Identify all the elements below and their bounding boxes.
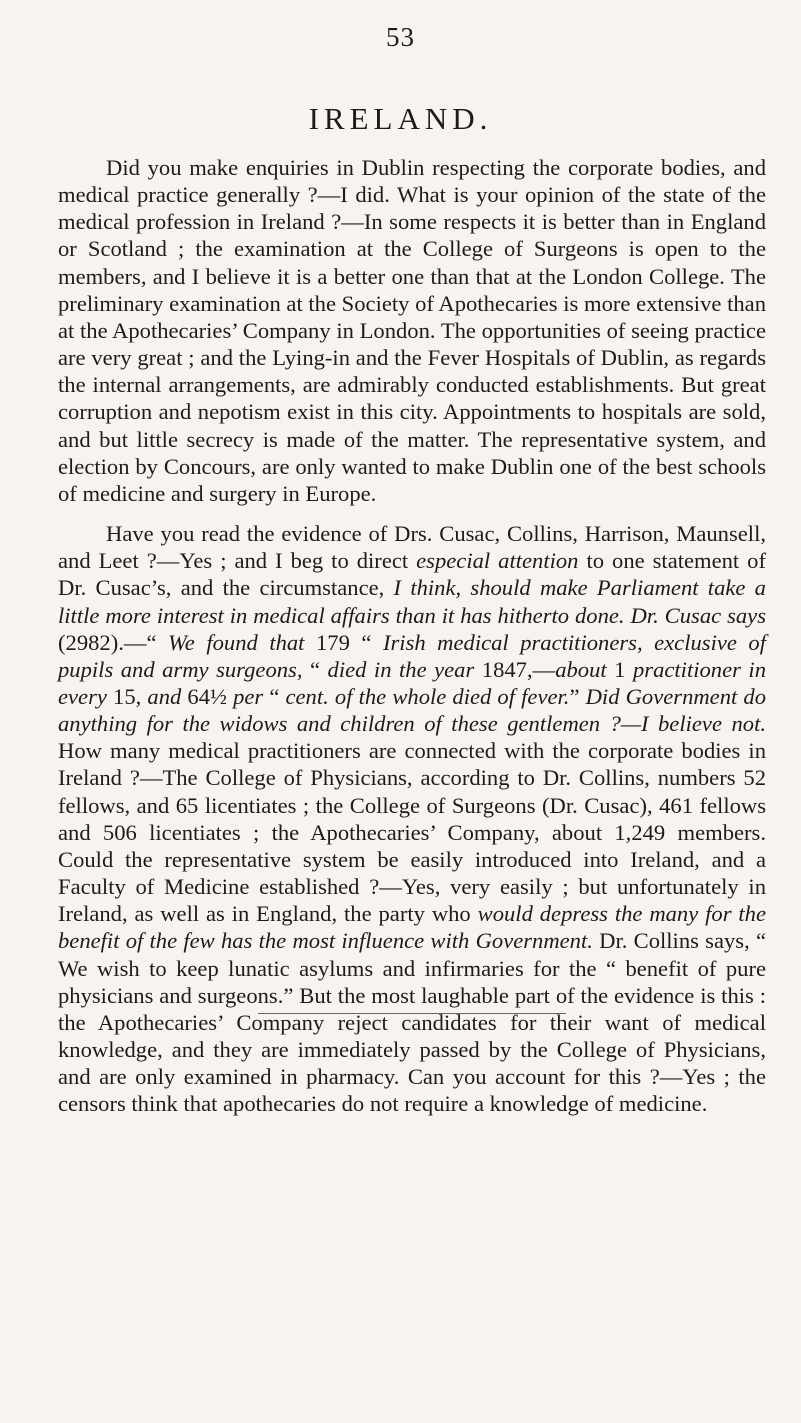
italic-text-run: would depress the many for the benefit of the few has the most influence with Government. [58, 901, 767, 954]
italic-text-run: Irish medical practitioners, exclusive of pupils and army surgeons, [58, 629, 766, 682]
italic-text-run: per [233, 683, 264, 709]
page-number: 53 [386, 22, 415, 52]
italic-text-run: and [147, 683, 182, 709]
italic-text-run: We found that [168, 629, 305, 655]
text-run: 1847,— [474, 656, 556, 682]
italic-text-run: Did Government do anything for the widows and children of these gentlemen ?—I believe not. [58, 683, 767, 737]
text-run: ” [569, 683, 586, 709]
section-divider [258, 1013, 566, 1014]
italic-text-run: I think, should make Parliament take a little more interest in medical affairs than it has hitherto done. Dr. Cusac says [58, 575, 766, 628]
italic-text-run: cent. of the whole died of fever. [285, 683, 570, 709]
text-run: 179 “ [304, 629, 383, 655]
section-heading: IRELAND. [308, 100, 493, 136]
text-run: 64½ [181, 683, 234, 709]
text-run: (2982).—“ [58, 629, 169, 655]
text-run: “ [302, 656, 328, 682]
italic-text-run: especial attention [416, 548, 579, 574]
paragraph [58, 154, 766, 507]
italic-text-run: about [555, 656, 607, 682]
text-run: Have you read the evidence of Drs. Cusac, Collins, Harrison, Maunsell, and Leet ?—Yes ; and I beg to direct [58, 521, 766, 574]
body-text [58, 154, 766, 1117]
text-run: 15, [106, 683, 148, 709]
text-run: How many medical practitioners are connected with the corporate bodies in Ireland ?—The College of Physicians, according to Dr. Collins, numbers 52 fellows, and 65 licentiates ; the College of Surgeons (Dr. Cusac), 461 fellows and 506 licentiates ; the Apothecaries’ Company, about 1,249 members. Could the representative system be easily introduced into Ireland, and a Faculty of Medicine established ?—Yes, very easily ; but unfortunately in Ireland, as well as in England, the party who [58, 738, 766, 927]
italic-text-run: practitioner in every [58, 656, 767, 709]
italic-text-run: died in the year [327, 656, 475, 682]
text-run: Did you make enquiries in Dublin respecting the corporate bodies, and medical practice generally ?—I did. What is your opinion of the state of the medical profession in Ireland ?—In some respects it is better than in England or Scotland ; the examination at the College of Surgeons is open to the members, and I believe it is a better one than that at the London College. The preliminary examination at the Society of Apothecaries is more extensive than at the Apothecaries’ Company in London. The opportunities of seeing practice are very great ; and the Lying-in and the Fever Hospitals of Dublin, as regards the internal arrangements, are admirably conducted establishments. But great corruption and nepotism exist in this city. Appointments to hospitals are sold, and but little secrecy is made of the matter. The representative system, and election by Concours, are only wanted to make Dublin one of the best schools of medicine and surgery in Europe. [58, 155, 766, 506]
text-run: to one statement of Dr. Cusac’s, and the circumstance, [58, 548, 767, 601]
text-run: 1 [606, 656, 633, 682]
text-run: Dr. Collins says, “ We wish to keep lunatic asylums and infirmaries for the “ benefit of pure physicians and surgeons.” But the most laughable part of the evidence is this : the Apothecaries’ Company reject candidates for their want of medical knowledge, and they are immediately passed by the College of Physicians, and are only examined in pharmacy. Can you account for this ?—Yes ; the censors think that apothecaries do not require a knowledge of medicine. [58, 928, 766, 1117]
text-run: “ [263, 683, 286, 709]
paragraph [58, 520, 766, 1117]
